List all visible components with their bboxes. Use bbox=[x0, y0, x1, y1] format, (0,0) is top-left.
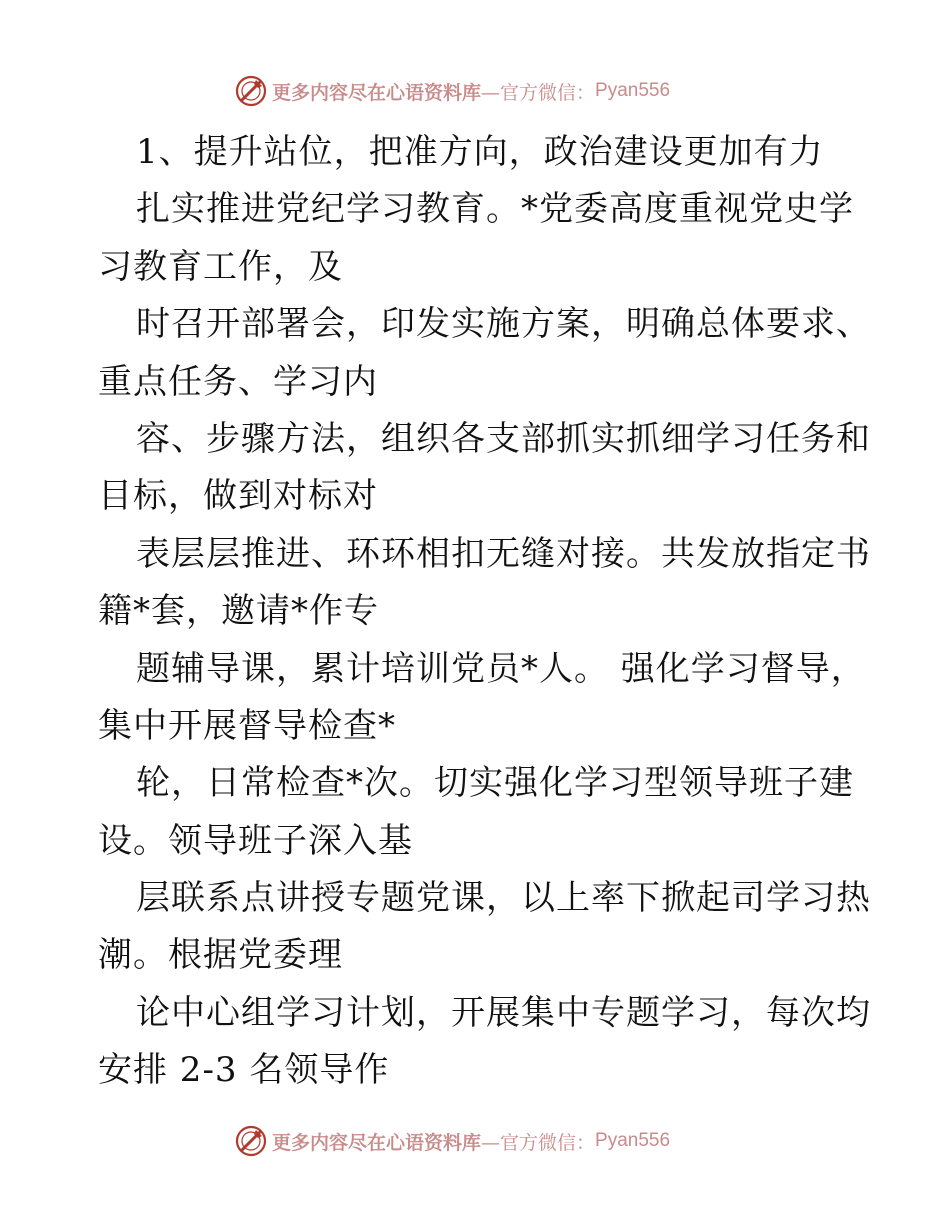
body-text-line: 表层层推进、环环相扣无缝对接。共发放指定书 bbox=[136, 533, 871, 574]
banner-sub-text: —官方微信： bbox=[481, 81, 596, 104]
footer-banner bbox=[234, 1124, 670, 1158]
body-text-line: 重点任务、学习内 bbox=[98, 361, 378, 402]
body-text-line: 集中开展督导检查* bbox=[98, 705, 396, 746]
body-text-line: 容、步骤方法，组织各支部抓实抓细学习任务和 bbox=[136, 418, 871, 459]
body-text-line: 潮。根据党委理 bbox=[98, 935, 343, 976]
body-text-line: 籍*套，邀请*作专 bbox=[98, 591, 379, 632]
banner-main-text: 更多内容尽在心语资料库 bbox=[272, 1131, 482, 1154]
body-text-line: 轮，日常检查*次。切实强化学习型领导班子建 bbox=[136, 763, 854, 804]
body-text-line: 层联系点讲授专题党课，以上率下掀起司学习热 bbox=[136, 878, 871, 919]
body-text-line: 目标，做到对标对 bbox=[98, 476, 378, 517]
body-text-line: 论中心组学习计划，开展集中专题学习，每次均 bbox=[136, 992, 871, 1033]
body-text-line: 习教育工作，及 bbox=[98, 246, 343, 287]
banner-main-text: 更多内容尽在心语资料库 bbox=[272, 81, 482, 104]
body-text-line: 1、提升站位，把准方向，政治建设更加有力 bbox=[136, 132, 824, 172]
brand-logo-icon bbox=[234, 1124, 268, 1158]
body-text-line: 扎实推进党纪学习教育。*党委高度重视党史学 bbox=[136, 189, 854, 230]
body-text-line: 安排 2-3 名领导作 bbox=[98, 1050, 390, 1091]
body-text-line: 设。领导班子深入基 bbox=[98, 820, 413, 861]
banner-wechat-id: Pyan556 bbox=[595, 80, 671, 101]
body-text-line: 时召开部署会，印发实施方案，明确总体要求、 bbox=[136, 304, 871, 345]
banner-sub-text: —官方微信： bbox=[481, 1131, 596, 1154]
document-body bbox=[98, 124, 871, 1100]
banner-wechat-id: Pyan556 bbox=[595, 1130, 671, 1151]
brand-logo-icon bbox=[234, 74, 268, 108]
body-text-line: 题辅导课，累计培训党员*人。 强化学习督导， bbox=[136, 648, 866, 689]
header-banner bbox=[234, 74, 670, 108]
